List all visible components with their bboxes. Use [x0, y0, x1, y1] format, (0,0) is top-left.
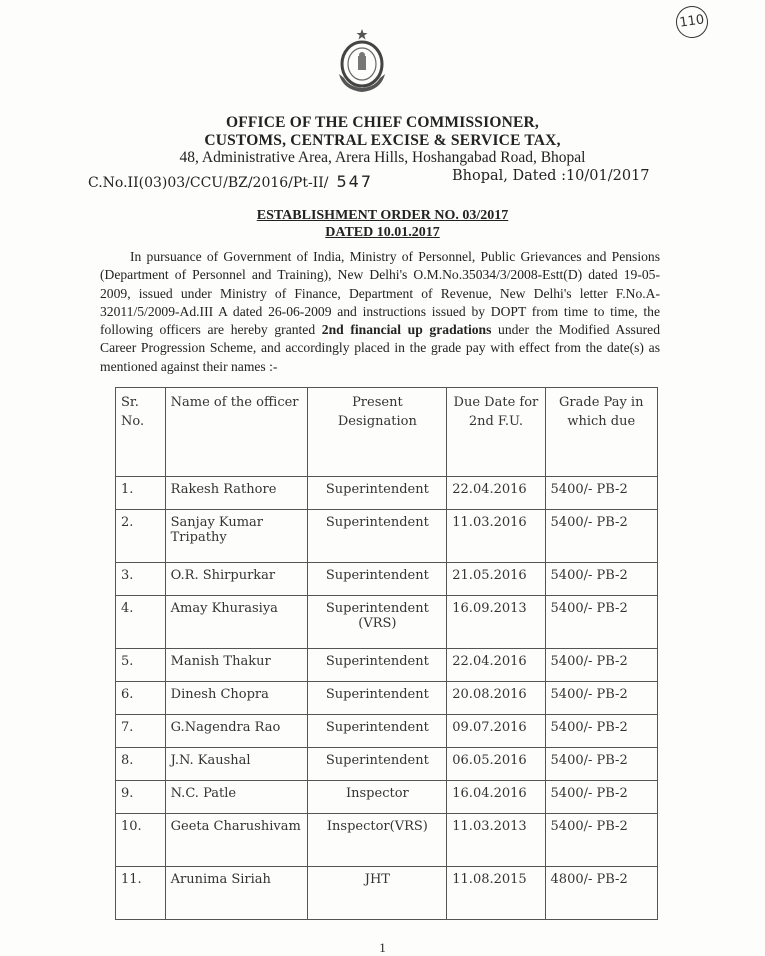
cell-sr: 6. [116, 682, 166, 715]
order-title: ESTABLISHMENT ORDER NO. 03/2017 [256, 208, 509, 223]
cell-grade-pay: 5400/- PB-2 [545, 649, 657, 682]
table-header-row [116, 388, 658, 477]
cell-grade-pay: 5400/- PB-2 [545, 781, 657, 814]
cell-grade-pay: 5400/- PB-2 [545, 748, 657, 781]
cell-due-date: 11.03.2013 [447, 814, 545, 867]
header-grade-pay: Grade Pay in which due [545, 388, 657, 477]
cell-name: Rakesh Rathore [165, 477, 308, 510]
cell-grade-pay: 5400/- PB-2 [545, 715, 657, 748]
office-address: 48, Administrative Area, Arera Hills, Hoshangabad Road, Bhopal [179, 149, 586, 166]
handwritten-page-mark: 110 [674, 4, 710, 40]
table-row [116, 715, 658, 748]
cell-due-date: 22.04.2016 [447, 477, 545, 510]
cell-name: J.N. Kaushal [165, 748, 308, 781]
cell-designation: Superintendent [308, 477, 447, 510]
cell-grade-pay: 4800/- PB-2 [545, 867, 657, 920]
customs-emblem-icon [333, 28, 391, 98]
table-row [116, 814, 658, 867]
office-title-line1: OFFICE OF THE CHIEF COMMISSIONER, [225, 114, 540, 131]
cell-designation: Superintendent (VRS) [308, 596, 447, 649]
cell-due-date: 20.08.2016 [447, 682, 545, 715]
cell-designation: JHT [308, 867, 447, 920]
cell-name: Geeta Charushivam [165, 814, 308, 867]
cell-sr: 1. [116, 477, 166, 510]
order-body-paragraph [100, 248, 660, 376]
page-number: 1 [379, 940, 386, 955]
cell-due-date: 16.04.2016 [447, 781, 545, 814]
cell-designation: Inspector(VRS) [308, 814, 447, 867]
table-row [116, 477, 658, 510]
cell-grade-pay: 5400/- PB-2 [545, 477, 657, 510]
place-and-date: Bhopal, Dated :10/01/2017 [452, 168, 650, 184]
cell-due-date: 16.09.2013 [447, 596, 545, 649]
body-text-bold: 2nd financial up gradations [321, 322, 492, 338]
office-title-line2: CUSTOMS, CENTRAL EXCISE & SERVICE TAX, [204, 132, 561, 149]
cell-due-date: 06.05.2016 [447, 748, 545, 781]
cell-grade-pay: 5400/- PB-2 [545, 510, 657, 563]
cell-designation: Superintendent [308, 682, 447, 715]
cell-grade-pay: 5400/- PB-2 [545, 563, 657, 596]
cell-designation: Superintendent [308, 510, 447, 563]
table-row [116, 510, 658, 563]
cell-name: Dinesh Chopra [165, 682, 308, 715]
cell-due-date: 11.08.2015 [447, 867, 545, 920]
cell-sr: 11. [116, 867, 166, 920]
cell-name: Arunima Siriah [165, 867, 308, 920]
cell-due-date: 21.05.2016 [447, 563, 545, 596]
cell-sr: 10. [116, 814, 166, 867]
cell-designation: Superintendent [308, 715, 447, 748]
cell-designation: Superintendent [308, 649, 447, 682]
cell-designation: Superintendent [308, 563, 447, 596]
cell-sr: 8. [116, 748, 166, 781]
cell-name: Sanjay Kumar Tripathy [165, 510, 308, 563]
cell-name: Manish Thakur [165, 649, 308, 682]
table-row [116, 748, 658, 781]
body-text-part2: under the Modified Assured Career Progression Scheme, and accordingly placed in the grade pay with effect from the date(s) as mentioned against their names :- [100, 322, 660, 374]
order-date: DATED 10.01.2017 [325, 225, 440, 240]
officers-table [115, 387, 658, 920]
header-officer-name: Name of the officer [165, 388, 308, 477]
cell-due-date: 11.03.2016 [447, 510, 545, 563]
table-row [116, 867, 658, 920]
cell-name: N.C. Patle [165, 781, 308, 814]
header-sr-no: Sr. No. [116, 388, 166, 477]
cell-grade-pay: 5400/- PB-2 [545, 814, 657, 867]
cell-name: G.Nagendra Rao [165, 715, 308, 748]
cell-sr: 5. [116, 649, 166, 682]
header-designation: Present Designation [308, 388, 447, 477]
cell-due-date: 22.04.2016 [447, 649, 545, 682]
cell-designation: Inspector [308, 781, 447, 814]
cell-sr: 4. [116, 596, 166, 649]
file-number: C.No.II(03)03/CCU/BZ/2016/Pt-II/ [88, 175, 329, 191]
cell-sr: 3. [116, 563, 166, 596]
body-text-part1: In pursuance of Government of India, Ministry of Personnel, Public Grievances and Pensions (Department of Personnel and Training), New Delhi's O.M.No.35034/3/2008-Estt(D) dated 19-05-2009, issued under Ministry of Finance, Department of Revenue, New Delhi's letter F.No.A-32011/5/2009-Ad.III A dated 26-06-2009 and instructions issued by DOPT from time to time, the following officers are hereby granted [100, 249, 660, 338]
cell-grade-pay: 5400/- PB-2 [545, 596, 657, 649]
cell-name: O.R. Shirpurkar [165, 563, 308, 596]
cell-sr: 2. [116, 510, 166, 563]
handwritten-dispatch-number: 547 [336, 172, 373, 191]
table-row [116, 649, 658, 682]
table-row [116, 563, 658, 596]
cell-sr: 7. [116, 715, 166, 748]
cell-designation: Superintendent [308, 748, 447, 781]
table-row [116, 596, 658, 649]
header-due-date: Due Date for 2nd F.U. [447, 388, 545, 477]
table-row [116, 682, 658, 715]
cell-grade-pay: 5400/- PB-2 [545, 682, 657, 715]
cell-sr: 9. [116, 781, 166, 814]
file-reference [88, 172, 373, 191]
cell-name: Amay Khurasiya [165, 596, 308, 649]
table-row [116, 781, 658, 814]
cell-due-date: 09.07.2016 [447, 715, 545, 748]
